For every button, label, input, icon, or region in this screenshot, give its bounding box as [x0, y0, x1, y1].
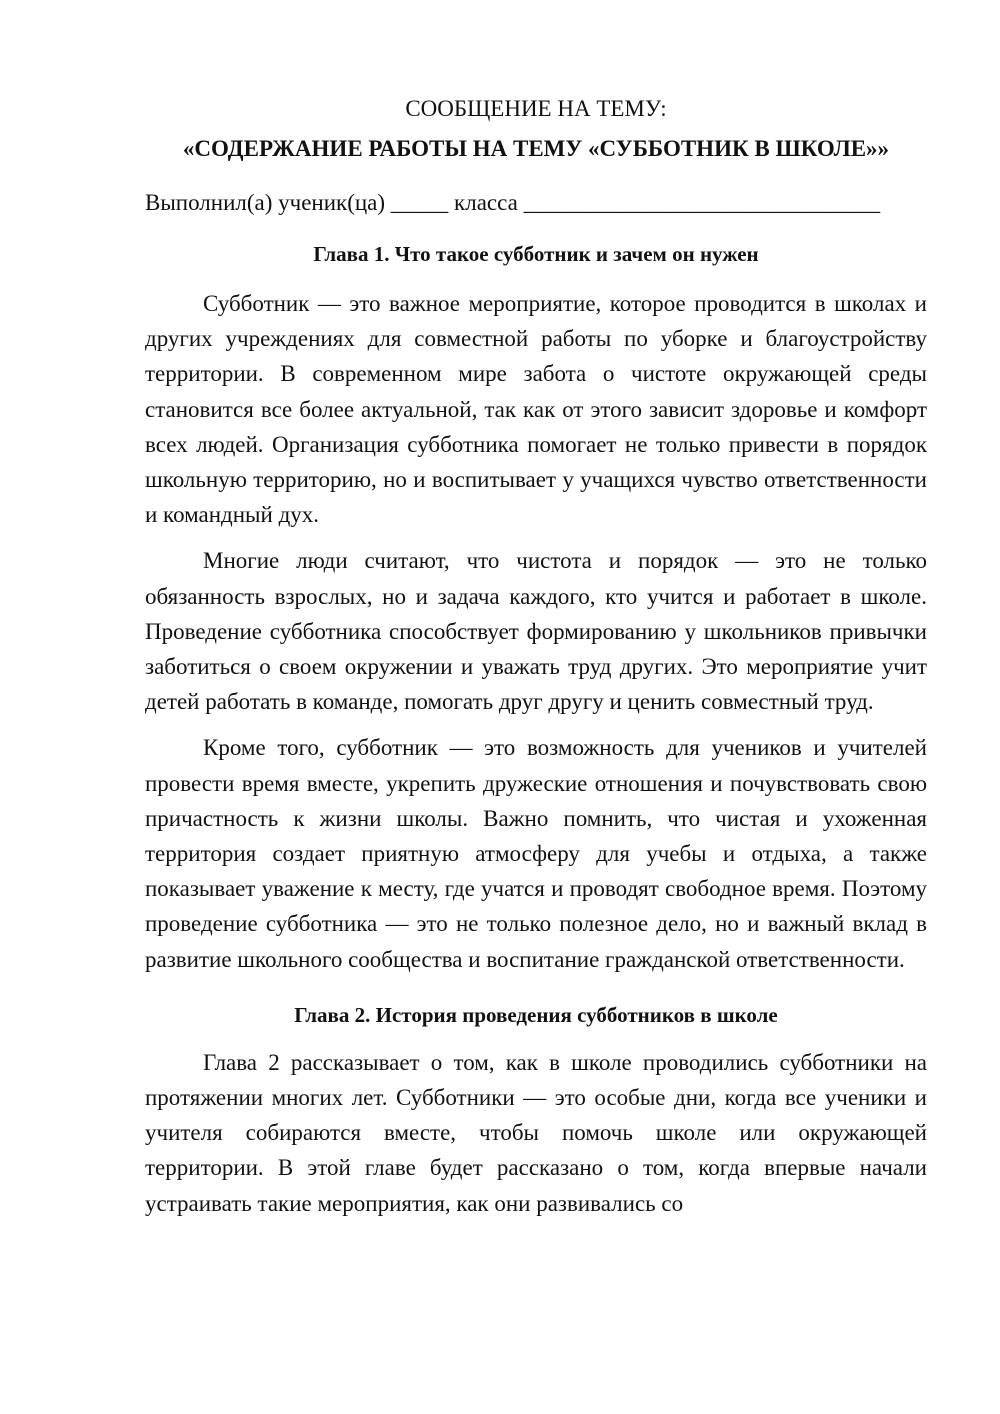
chapter-2-title: Глава 2. История проведения субботников в школе — [294, 1002, 778, 1027]
document-heading: СООБЩЕНИЕ НА ТЕМУ: — [405, 96, 667, 121]
author-line: Выполнил(а) ученик(ца) _____ класса _______________________________ — [145, 190, 881, 215]
document-page — [145, 92, 927, 1221]
chapter-1-paragraph-2: Многие люди считают, что чистота и порядок — это не только обязанность взрослых, но и задача каждого, кто учится и работает в школе. Проведение субботника способствует формированию у школьников привычки заботиться о своем окружении и уважать труд других. Это мероприятие учит детей работать в команде, помогать друг другу и ценить совместный труд. — [145, 548, 927, 715]
chapter-1-paragraph-3: Кроме того, субботник — это возможность для учеников и учителей провести время вместе, укрепить дружеские отношения и почувствовать свою причастность к жизни школы. Важно помнить, что чистая и ухоженная территория создает приятную атмосферу для учебы и отдыха, а также показывает уважение к месту, где учатся и проводят свободное время. Поэтому проведение субботника — это не только полезное дело, но и важный вклад в развитие школьного сообщества и воспитание гражданской ответственности. — [145, 735, 927, 972]
chapter-1-paragraph-1: Субботник — это важное мероприятие, которое проводится в школах и других учреждениях для совместной работы по уборке и благоустройству территории. В современном мире забота о чистоте окружающей среды становится все более актуальной, так как от этого зависит здоровье и комфорт всех людей. Организация субботника помогает не только привести в порядок школьную территорию, но и воспитывает у учащихся чувство ответственности и командный дух. — [145, 291, 927, 528]
chapter-2-paragraph-1: Глава 2 рассказывает о том, как в школе проводились субботники на протяжении многих лет. Субботники — это особые дни, когда все ученики и учителя собираются вместе, чтобы помочь школе или окружающей территории. В этой главе будет рассказано о том, когда впервые начали устраивать такие мероприятия, как они развивались со — [145, 1049, 927, 1216]
document-title: «СОДЕРЖАНИЕ РАБОТЫ НА ТЕМУ «СУББОТНИК В ШКОЛЕ»» — [182, 136, 890, 161]
chapter-1-title: Глава 1. Что такое субботник и зачем он нужен — [313, 242, 759, 266]
